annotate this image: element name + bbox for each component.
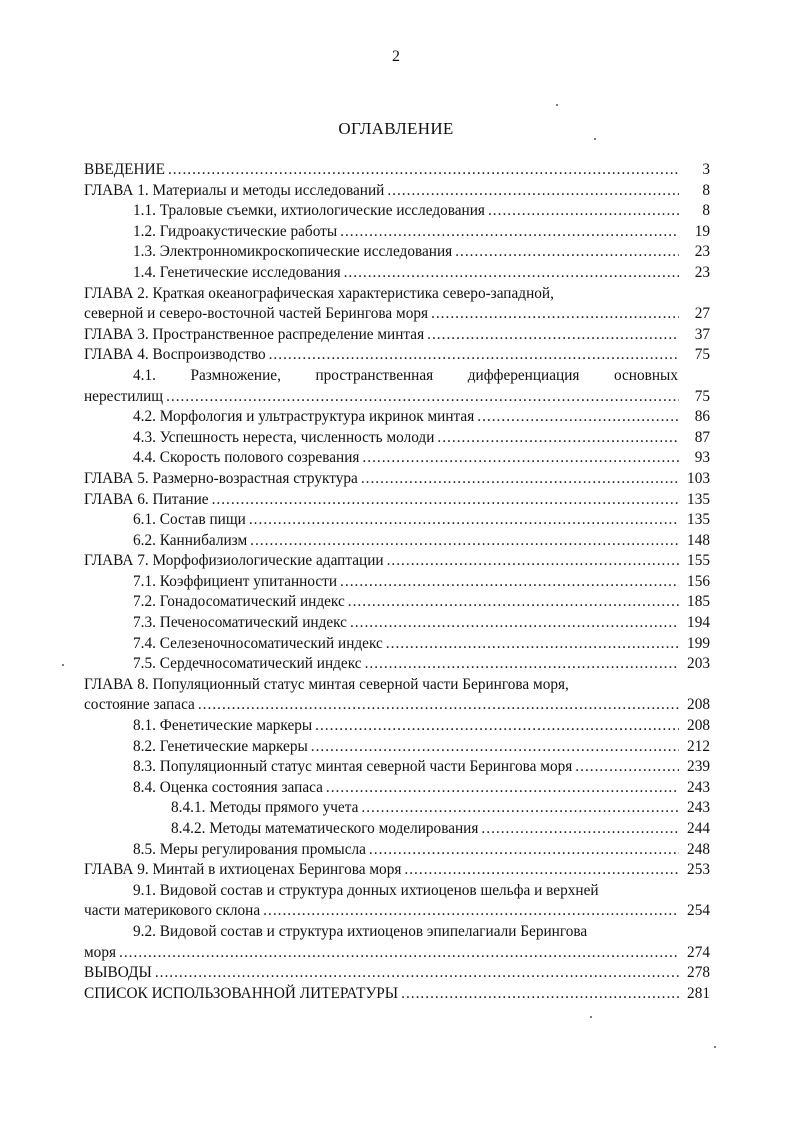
toc-entry-page: 87 [694,428,710,446]
dot-leader [427,325,679,346]
toc-entry-page: 37 [694,325,710,343]
toc-entry-page: 243 [687,778,710,796]
toc-entry-label: ГЛАВА 1. Материалы и методы исследований [84,181,385,199]
toc-entry-page: 27 [694,305,710,323]
toc-entry-label: моря [84,943,117,961]
toc-entry-page: 135 [687,511,710,529]
dot-leader [437,428,679,449]
toc-entry-4-2 [84,407,710,428]
toc-entry-label: северной и северо-восточной частей Берингова моря [84,305,429,323]
toc-entry-label: 8.3. Популяционный статус минтая северной части Берингова моря [133,758,573,776]
dot-leader [361,798,679,819]
toc-entry-label: 6.2. Каннибализм [133,531,248,549]
toc-entry-references [84,984,710,1005]
scan-speck [590,1016,592,1018]
toc-entry-9-1 [84,901,710,922]
toc-entry-7-1 [84,572,710,593]
toc-entry-page: 278 [687,964,710,982]
toc-entry-label: ГЛАВА 5. Размерно-возрастная структура [84,469,358,487]
toc-entry-page: 103 [687,469,710,487]
toc-entry-label: 7.4. Селезеночносоматический индекс [133,634,383,652]
toc-entry-page: 203 [687,655,710,673]
dot-leader [404,860,679,881]
toc-entry-page: 75 [694,387,710,405]
scan-speck [714,1046,716,1048]
dot-leader [431,304,679,325]
toc-entry-chapter-1 [84,181,710,202]
dot-leader [155,963,679,984]
dot-leader [477,407,679,428]
toc-entry-page: 135 [687,490,710,508]
toc-entry-label: 7.5. Сердечносоматический индекс [133,655,362,673]
toc-entry-7-5 [84,654,710,675]
toc-entry-7-3 [84,613,710,634]
toc-entry-label: ВЫВОДЫ [84,964,152,982]
dot-leader [198,695,679,716]
toc-entry-label: 1.3. Электронномикроскопические исследования [133,243,453,261]
page-number: 2 [392,48,400,65]
toc-entry-8-5 [84,840,710,861]
toc-entry-label: 7.3. Печеносоматический индекс [133,614,347,632]
toc-entry-chapter-8-line-1: ГЛАВА 8. Популяционный статус минтая северной части Берингова моря, [84,675,569,693]
toc-entry-6-1 [84,510,710,531]
toc-entry-7-4 [84,634,710,655]
page-title: ОГЛАВЛЕНИЕ [338,119,454,138]
toc-entry-page: 93 [694,449,710,467]
toc-entry-1-1 [84,201,710,222]
toc-entry-8-3 [84,757,710,778]
toc-entry-label: ГЛАВА 3. Пространственное распределение минтая [84,325,425,343]
toc-entry-page: 244 [687,820,710,837]
toc-entry-page: 86 [694,408,710,426]
toc-entry-page: 19 [694,222,710,240]
dot-leader [387,181,679,202]
toc-entry-chapter-8 [84,695,710,716]
toc-entry-page: 194 [687,614,710,632]
toc-entry-chapter-2 [84,304,710,325]
toc-entry-chapter-5 [84,469,710,490]
toc-entry-chapter-2-line-1: ГЛАВА 2. Краткая океанографическая характеристика северо-западной, [84,284,554,302]
toc-entry-page: 148 [687,531,710,549]
toc-entry-label: 7.1. Коэффициент упитанности [133,572,338,590]
toc-entry-label: 8.4.2. Методы математического моделирования [171,820,479,837]
dot-leader [263,901,679,922]
toc-entry-chapter-9 [84,860,710,881]
toc-entry-1-4 [84,263,710,284]
toc-entry-page: 156 [687,572,710,590]
toc-entry-page: 208 [687,696,710,714]
toc-entry-label: 4.3. Успешность нереста, численность молоди [133,428,435,446]
dot-leader [344,263,679,284]
dot-leader [168,160,679,181]
toc-entry-chapter-3 [84,325,710,346]
toc-entry-page: 23 [694,263,710,281]
scan-speck [62,664,64,666]
toc-entry-intro [84,160,710,181]
toc-entry-page: 185 [687,593,710,611]
toc-entry-1-3 [84,242,710,263]
toc-entry-page: 75 [694,346,710,364]
toc-entry-8-4-1 [84,798,710,819]
toc-entry-6-2 [84,531,710,552]
dot-leader [326,778,679,799]
toc-entry-label: ГЛАВА 9. Минтай в ихтиоценах Берингова моря [84,861,402,879]
dot-leader [269,345,679,366]
toc-entry-label: 7.2. Гонадосоматический индекс [133,593,345,611]
toc-entry-label: ВВЕДЕНИЕ [84,161,165,178]
toc-entry-page: 274 [687,943,710,961]
toc-entry-label: 1.2. Гидроакустические работы [133,222,338,240]
toc-entry-label: 8.4.1. Методы прямого учета [171,799,359,817]
toc-entry-8-1 [84,716,710,737]
dot-leader [119,943,679,964]
toc-entry-page: 239 [687,758,710,776]
toc-word: дифференциация [467,366,580,384]
toc-entry-label: 6.1. Состав пищи [133,511,246,529]
toc-entry-8-4-2 [84,819,710,840]
toc-entry-page: 155 [687,552,710,570]
dot-leader [166,387,679,408]
toc-entry-label: 4.4. Скорость полового созревания [133,449,360,467]
toc-word: 4.1. [133,366,156,384]
dot-leader [249,510,679,531]
dot-leader [250,531,679,552]
toc-word: основных [613,366,678,384]
toc-entry-page: 254 [687,902,710,920]
toc-entry-conclusions [84,963,710,984]
dot-leader [212,490,679,511]
toc-entry-label: ГЛАВА 6. Питание [84,490,209,508]
toc-entry-page: 248 [687,840,710,858]
toc-entry-label: ГЛАВА 4. Воспроизводство [84,346,266,364]
toc-entry-9-2 [84,943,710,964]
toc-entry-7-2 [84,592,710,613]
dot-leader [350,613,679,634]
dot-leader [340,222,679,243]
dot-leader [488,201,679,222]
toc-entry-page: 8 [702,202,710,220]
toc-entry-page: 208 [687,717,710,735]
toc-entry-page: 243 [687,799,710,817]
dot-leader [387,551,679,572]
dot-leader [369,840,679,861]
toc-entry-label: 8.4. Оценка состояния запаса [133,778,323,796]
toc-entry-chapter-6 [84,490,710,511]
toc-entry-4-1 [84,387,710,408]
toc-entry-page: 281 [687,984,710,1002]
toc-entry-label: 1.1. Траловые съемки, ихтиологические исследования [133,202,485,220]
toc-entry-chapter-7 [84,551,710,572]
dot-leader [365,654,679,675]
toc-entry-label: 8.5. Меры регулирования промысла [133,840,366,858]
toc-entry-page: 8 [702,181,710,199]
table-of-contents [84,160,710,1004]
dot-leader [575,757,679,778]
toc-entry-1-2 [84,222,710,243]
toc-word: Размножение, [190,366,281,384]
dot-leader [311,737,679,758]
toc-entry-label: нерестилищ [84,387,164,405]
toc-entry-8-2 [84,737,710,758]
scan-speck [556,104,558,106]
toc-entry-4-1-line-1 [84,366,710,387]
toc-entry-8-4 [84,778,710,799]
toc-entry-4-3 [84,428,710,449]
dot-leader [315,716,679,737]
toc-entry-label: части материкового склона [84,902,261,920]
dot-leader [455,242,679,263]
toc-word: пространственная [315,366,434,384]
scan-speck [594,138,596,140]
toc-entry-label: СПИСОК ИСПОЛЬЗОВАННОЙ ЛИТЕРАТУРЫ [84,984,399,1002]
dot-leader [481,819,679,840]
toc-entry-page: 253 [687,861,710,879]
dot-leader [340,572,679,593]
toc-entry-label: состояние запаса [84,696,195,714]
toc-entry-9-2-line-1: 9.2. Видовой состав и структура ихтиоценов эпипелагиали Берингова [133,922,588,940]
toc-entry-label: 8.2. Генетические маркеры [133,737,308,755]
toc-entry-chapter-4 [84,345,710,366]
toc-entry-page: 3 [702,161,710,178]
dot-leader [361,469,679,490]
toc-entry-label: ГЛАВА 7. Морфофизиологические адаптации [84,552,384,570]
dot-leader [348,592,679,613]
toc-entry-9-1-line-1: 9.1. Видовой состав и структура донных ихтиоценов шельфа и верхней [133,881,599,899]
toc-entry-page: 212 [687,737,710,755]
dot-leader [362,448,679,469]
toc-entry-4-4 [84,448,710,469]
toc-entry-page: 23 [694,243,710,261]
toc-entry-label: 1.4. Генетические исследования [133,263,341,281]
dot-leader [386,634,679,655]
toc-entry-page: 199 [687,634,710,652]
toc-entry-label: 4.2. Морфология и ультраструктура икринок минтая [133,408,475,426]
toc-entry-label: 8.1. Фенетические маркеры [133,717,313,735]
dot-leader [401,984,679,1005]
